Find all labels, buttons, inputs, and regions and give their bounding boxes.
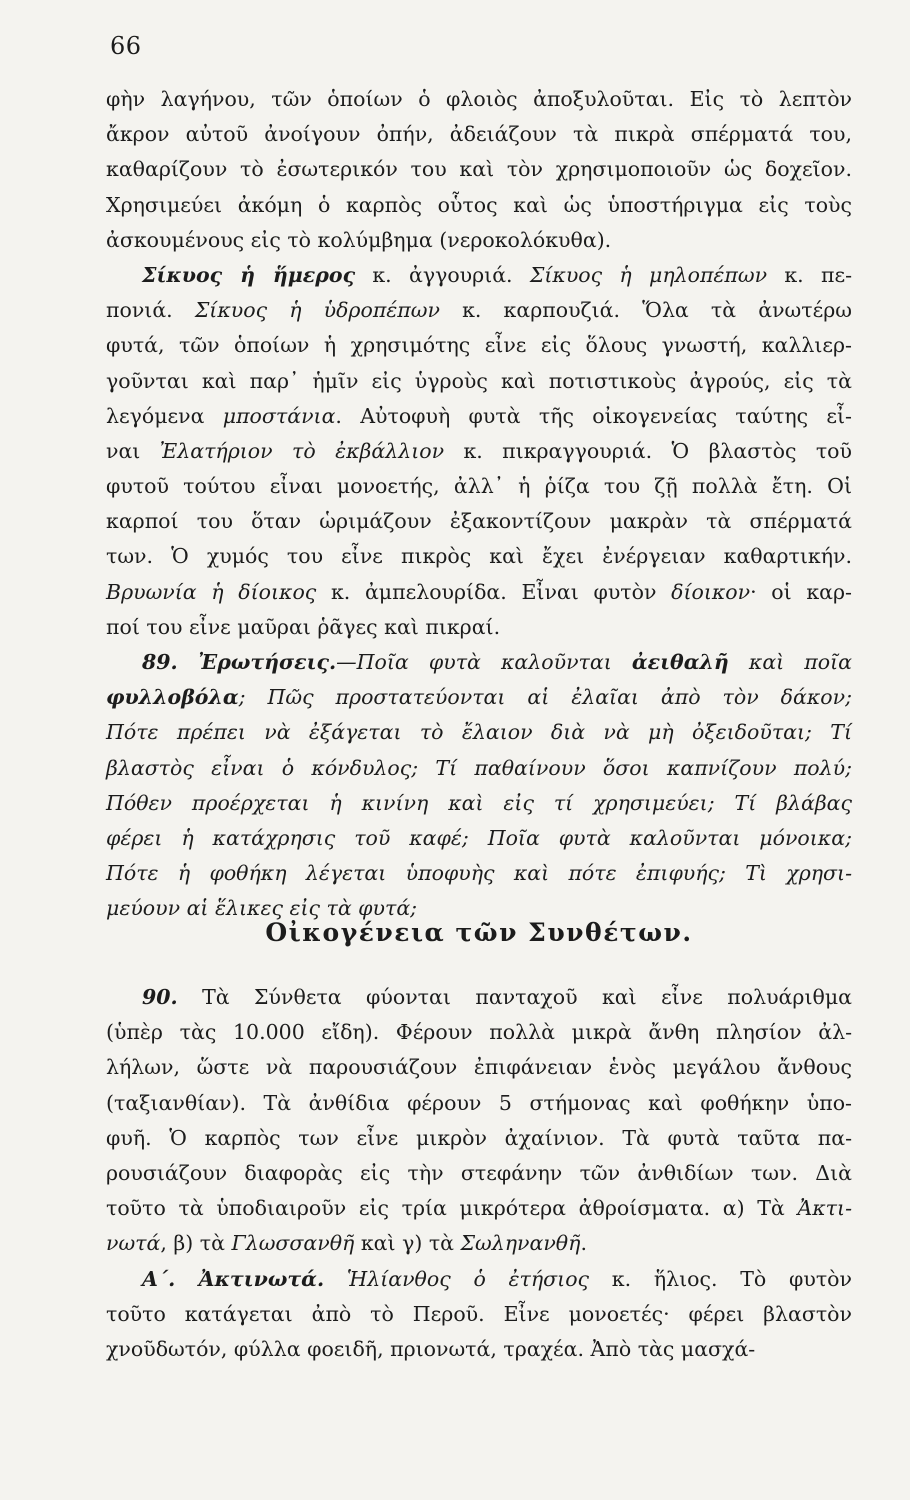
text-run: Γλωσσανθῆ: [231, 1231, 355, 1256]
text-run: ; Πῶς προστατεύονται αἱ ἐλαῖαι ἀπὸ τὸν δάκον;: [238, 685, 852, 710]
text-run: ποί του εἶνε μαῦραι ῥᾶγες καὶ πικραί.: [106, 614, 501, 639]
text-line: [106, 258, 852, 293]
text-run: Πότε πρέπει νὰ ἐξάγεται τὸ ἔλαιον διὰ νὰ μὴ ὀξειδοῦται; Τί: [106, 720, 852, 745]
text-run: χνοῦδωτόν, φύλλα φοειδῆ, πριονωτά, τραχέα. Ἀπὸ τὰς μασχά-: [106, 1336, 756, 1361]
text-run: Ἐλατήριον τὸ ἐκβάλλιον: [159, 438, 445, 463]
text-run: μποστάνια: [222, 403, 336, 428]
text-run: κ. ἀγγουριά.: [355, 262, 530, 287]
text-run: .: [580, 1231, 587, 1256]
text-line: [106, 399, 852, 434]
text-line: [106, 328, 852, 363]
text-run: φέρει ἡ κατάχρησις τοῦ καφέ; Ποῖα φυτὰ καλοῦνται μόνοικα;: [106, 825, 852, 850]
text-line: [106, 645, 852, 680]
text-line: [106, 1156, 852, 1191]
text-run: Σωληνανθῆ: [460, 1231, 581, 1256]
text-run: Σίκυος ἡ ὑδροπέπων: [194, 298, 440, 323]
text-block-plants: [106, 82, 852, 927]
text-line: [106, 786, 852, 821]
text-run: κ. ἀμπελουρίδα. Εἶναι φυτὸν: [316, 579, 672, 604]
text-run: καὶ γ) τὰ: [354, 1231, 461, 1256]
text-run: . Αὐτοφυὴ φυτὰ τῆς οἰκογενείας ταύτης εἶ-: [335, 403, 852, 428]
text-run: ρουσιάζουν διαφορὰς εἰς τὴν στεφάνην τῶν ἀνθιδίων των. Διὰ: [106, 1160, 852, 1185]
text-line: [106, 610, 852, 645]
text-block-compositae: [106, 980, 852, 1367]
text-run: νωτά: [106, 1231, 161, 1256]
text-line: [106, 117, 852, 152]
text-line: [106, 980, 852, 1015]
text-run: ναι: [106, 438, 160, 463]
section-heading: Οἰκογένεια τῶν Συνθέτων.: [265, 918, 693, 947]
text-line: [106, 856, 852, 891]
text-run: κ. καρπουζιά. Ὅλα τὰ ἀνωτέρω: [439, 298, 852, 323]
text-line: [106, 82, 852, 117]
text-run: , β) τὰ: [160, 1231, 232, 1256]
text-run: βλαστὸς εἶναι ὁ κόνδυλος; Τί παθαίνουν ὅσοι καπνίζουν πολύ;: [106, 755, 852, 780]
text-run: Τὰ Σύνθετα φύονται πανταχοῦ καὶ εἶνε πολυάριθμα: [177, 985, 852, 1009]
text-line: [106, 364, 852, 399]
text-run: καὶ ποῖα: [728, 650, 853, 674]
text-run: λεγόμενα: [106, 403, 223, 428]
text-run: τοῦτο κατάγεται ἀπὸ τὸ Περοῦ. Εἶνε μονοετές· φέρει βλαστὸν: [106, 1301, 852, 1326]
text-run: (ὑπὲρ τὰς 10.000 εἴδη). Φέρουν πολλὰ μικρὰ ἄνθη πλησίον ἀλ-: [106, 1020, 852, 1045]
text-line: [106, 1332, 852, 1367]
text-run: Βρυωνία ἡ δίοικος: [106, 579, 317, 604]
text-run: 89. Ἐρωτήσεις.: [142, 650, 337, 674]
text-run: Α΄. Ἀκτινωτά.: [142, 1266, 325, 1291]
text-run: μεύουν αἱ ἕλικες εἰς τὰ φυτά;: [106, 896, 418, 921]
text-line: [106, 293, 852, 328]
page-number: 66: [110, 32, 142, 60]
text-line: [106, 1262, 852, 1297]
text-line: [106, 751, 852, 786]
text-line: [106, 1086, 852, 1121]
text-run: φυτά, τῶν ὁποίων ἡ χρησιμότης εἶνε εἰς ὅλους γνωστή, καλλιερ-: [106, 333, 852, 358]
text-line: [106, 504, 852, 539]
text-run: —Ποῖα φυτὰ καλοῦνται: [336, 650, 632, 674]
text-run: καθαρίζουν τὸ ἐσωτερικόν του καὶ τὸν χρησιμοποιοῦν ὡς δοχεῖον.: [106, 157, 852, 182]
text-run: Ἀκτι-: [797, 1196, 852, 1221]
text-line: [106, 188, 852, 223]
text-line: [106, 1191, 852, 1226]
text-line: [106, 1297, 852, 1332]
text-run: Σίκυος ἡ ἥμερος: [142, 262, 356, 287]
text-run: ἄκρον αὐτοῦ ἀνοίγουν ὀπήν, ἀδειάζουν τὰ πικρὰ σπέρματά του,: [106, 122, 852, 147]
text-run: Ἡλίανθος ὁ ἐτήσιος: [346, 1266, 590, 1291]
text-run: πονιά.: [106, 298, 195, 323]
text-line: [106, 539, 852, 574]
text-run: λήλων, ὥστε νὰ παρουσιάζουν ἐπιφάνειαν ἑνὸς μεγάλου ἄνθους: [106, 1055, 852, 1080]
text-run: τοῦτο τὰ ὑποδιαιροῦν εἰς τρία μικρότερα ἀθροίσματα. α) Τὰ: [106, 1196, 798, 1221]
text-run: 90.: [142, 985, 178, 1009]
text-run: [324, 1267, 347, 1291]
text-run: των. Ὁ χυμός του εἶνε πικρὸς καὶ ἔχει ἐνέργειαν καθαρτικήν.: [106, 544, 852, 569]
text-run: κ. πικραγγουριά. Ὁ βλαστὸς τοῦ: [444, 438, 852, 463]
text-run: (ταξιανθίαν). Τὰ ἀνθίδια φέρουν 5 στήμονας καὶ φοθήκην ὑπο-: [106, 1090, 852, 1115]
text-line: [106, 680, 852, 715]
text-line: [106, 434, 852, 469]
text-run: γοῦνται καὶ παρ᾽ ἡμῖν εἰς ὑγροὺς καὶ ποτιστικοὺς ἀγρούς, εἰς τὰ: [106, 368, 852, 393]
text-run: ἀσκουμένους εἰς τὸ κολύμβημα (νεροκολόκυθα).: [106, 227, 612, 252]
text-run: · οἱ καρ-: [750, 579, 852, 604]
text-line: [106, 223, 852, 258]
text-run: δίοικον: [671, 579, 751, 604]
text-run: φὴν λαγήνου, τῶν ὁποίων ὁ φλοιὸς ἀποξυλοῦται. Εἰς τὸ λεπτὸν: [106, 87, 852, 111]
text-line: [106, 821, 852, 856]
text-line: [106, 575, 852, 610]
text-run: φυλλοβόλα: [106, 685, 239, 710]
text-line: [106, 1226, 852, 1261]
text-run: Πότε ἡ φοθήκη λέγεται ὑποφυὴς καὶ πότε ἐπιφυής; Τὶ χρησι-: [106, 861, 852, 886]
text-run: φυῆ. Ὁ καρπὸς των εἶνε μικρὸν ἀχαίνιον. Τὰ φυτὰ ταῦτα πα-: [106, 1125, 852, 1150]
text-run: ἀειθαλῆ: [631, 650, 729, 674]
text-run: φυτοῦ τούτου εἶναι μονοετής, ἀλλ᾽ ἡ ῥίζα του ζῇ πολλὰ ἔτη. Οἱ: [106, 474, 852, 499]
text-run: καρποί του ὅταν ὡριμάζουν ἐξακοντίζουν μακρὰν τὰ σπέρματά: [106, 509, 852, 534]
text-line: [106, 469, 852, 504]
text-line: [106, 715, 852, 750]
text-line: [106, 1015, 852, 1050]
text-run: κ. ἥλιος. Τὸ φυτὸν: [589, 1266, 852, 1291]
text-run: Πόθεν προέρχεται ἡ κινίνη καὶ εἰς τί χρησιμεύει; Τί βλάβας: [106, 790, 852, 815]
text-run: κ. πε-: [767, 262, 853, 287]
text-line: [106, 1050, 852, 1085]
text-run: Σίκυος ἡ μηλοπέπων: [529, 262, 768, 287]
text-line: [106, 1121, 852, 1156]
text-run: Χρησιμεύει ἀκόμη ὁ καρπὸς οὗτος καὶ ὡς ὑποστήριγμα εἰς τοὺς: [106, 192, 852, 217]
text-line: [106, 152, 852, 187]
